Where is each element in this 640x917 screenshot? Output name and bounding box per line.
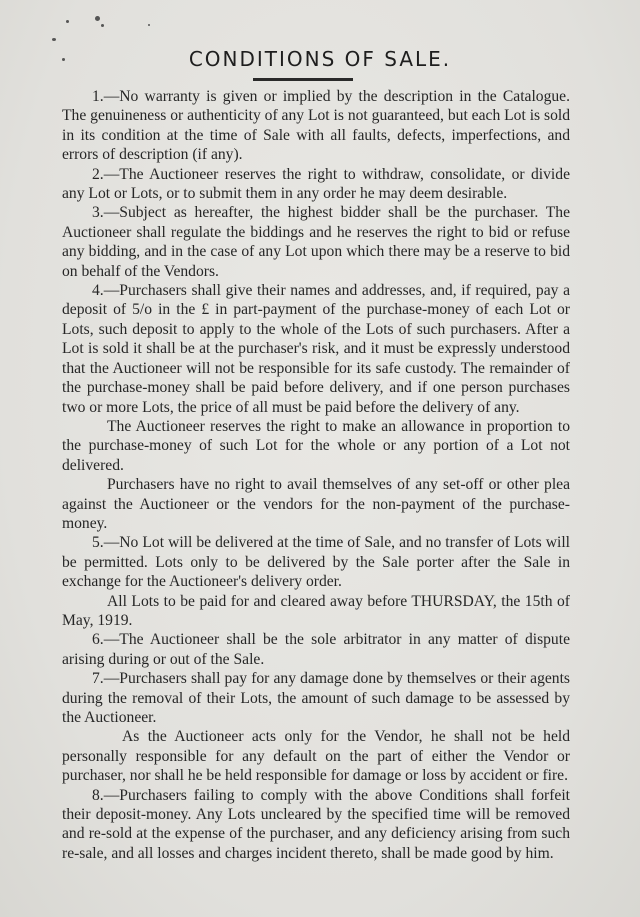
condition-2: 2.—The Auctioneer reserves the right to withdraw, consolidate, or divide any Lot or Lots, or to submit them in any order he may deem desirable. [62,165,570,203]
condition-7: 7.—Purchasers shall pay for any damage done by themselves or their agents during the removal of their Lots, the amount of such damage to be assessed by the Auctioneer. [62,670,570,726]
condition-5-clearance: All Lots to be paid for and cleared away before THURSDAY, the 15th of May, 1919. [62,592,570,629]
condition-1: 1.—No warranty is given or implied by the description in the Catalogue. The genuineness or authenticity of any Lot is not guaranteed, but each Lot is sold in its condition at the time of Sale with all faults, defects, imperfections, and errors of description (if any). [62,88,570,164]
condition-7-responsibility: As the Auctioneer acts only for the Vendor, he shall not be held personally responsible for any default on the part of either the Vendor or purchaser, nor shall he be held responsible for damage or loss by accident or fire. [62,728,570,785]
condition-5: 5.—No Lot will be delivered at the time of Sale, and no transfer of Lots will be permitted. Lots only to be delivered by the Sale porter after the Sale in exchange for the Auctioneer's delivery order. [62,534,570,591]
condition-3: 3.—Subject as hereafter, the highest bidder shall be the purchaser. The Auctioneer shall regulate the biddings and he reserves the right to bid or refuse any bidding, and in the case of any Lot upon which there may be a reserve to bid on behalf of the Vendors. [62,204,570,280]
condition-4-allowance: The Auctioneer reserves the right to make an allowance in proportion to the purchase-money of such Lot for the whole or any portion of a Lot not delivered. [62,417,570,474]
page-title: CONDITIONS OF SALE. [188,47,452,71]
condition-4-set-off: Purchasers have no right to avail themselves of any set-off or other plea against the Auctioneer or the vendors for the non-payment of the purchase-money. [62,476,570,532]
condition-4: 4.—Purchasers shall give their names and addresses, and, if required, pay a deposit of 5/o in the £ in part-payment of the purchase-money of each Lot or Lots, such deposit to apply to the whole of the Lots of such purchasers. After a Lot is sold it shall be at the purchaser's risk, and it must be expressly understood that the Auctioneer will not be responsible for its safe custody. The remainder of the purchase-money shall be paid before delivery, and if one person purchases two or more Lots, the price of all must be paid before the delivery of any. [62,282,570,416]
conditions-text [62,87,570,863]
condition-8: 8.—Purchasers failing to comply with the above Conditions shall forfeit their deposit-money. Any Lots uncleared by the specified time will be removed and re-sold at the expense of the purchaser, and any deficiency arising from such re-sale, and all losses and charges incident thereto, shall be made good by him. [62,786,570,862]
condition-6: 6.—The Auctioneer shall be the sole arbitrator in any matter of dispute arising during or out of the Sale. [62,631,570,668]
title-underline [253,78,353,81]
